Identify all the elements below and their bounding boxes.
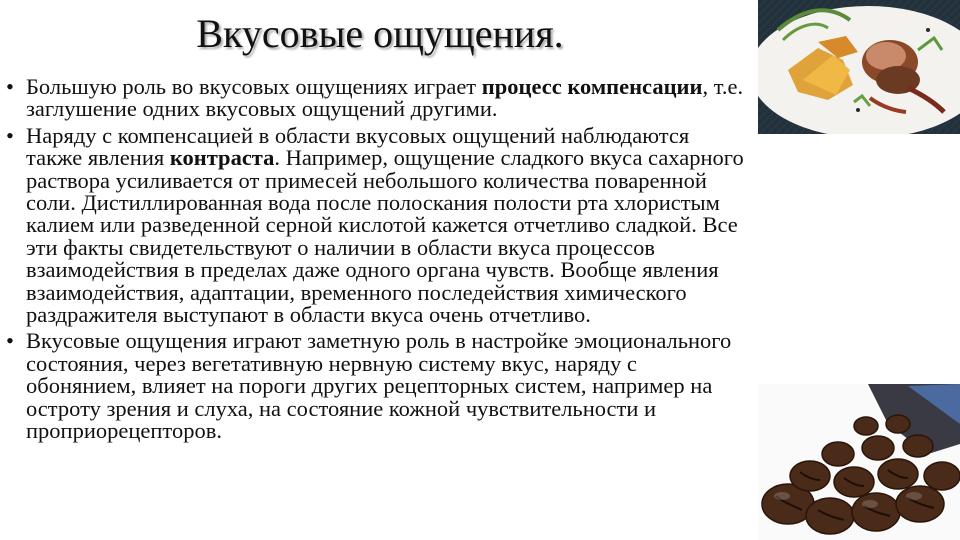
paragraph-text: Наряду с компенсацией в области вкусовых ощущений наблюдаются также явления: [26, 122, 690, 171]
food-dish-illustration: [758, 0, 960, 134]
paragraph-text: Большую роль во вкусовых ощущениях играет: [26, 74, 482, 99]
paragraph-text: , т.е. заглушение одних вкусовых ощущений другими.: [26, 74, 744, 122]
slide-title: Вкусовые ощущения.: [196, 11, 564, 56]
bullet-icon: •: [6, 328, 14, 354]
bullet-icon: •: [6, 122, 14, 148]
paragraph-bold-term: контраста: [169, 145, 275, 171]
coffee-beans-illustration: [758, 384, 960, 540]
food-dish-photo: [758, 0, 960, 134]
coffee-beans-photo: [758, 384, 960, 540]
bullet-item-compensation: [6, 76, 746, 121]
bullet-icon: •: [6, 74, 14, 99]
bullet-list: [6, 76, 746, 447]
paragraph-bold-term: процесс компенсации: [481, 74, 703, 99]
bullet-item-emotions: [6, 330, 746, 442]
paragraph-text: . Например, ощущение сладкого вкуса сахарного раствора усиливается от примесей небольшого количества поваренной соли. Дистиллированная вода после полоскания полости рта хлористым калием или разведенной серной кислотой кажется отчетливо сладкой. Все эти факты свидетельствуют о наличии в области вкуса процессов взаимодействия в пределах даже одного органа чувств. Вообще явления взаимодействия, адаптации, временного последействия химического раздражителя выступают в области вкуса очень отчетливо.: [26, 145, 744, 328]
bullet-item-contrast: [6, 122, 746, 328]
paragraph-text: Вкусовые ощущения играют заметную роль в настройке эмоционального состояния, через вегетативную нервную систему вкус, наряду с обонянием, влияет на пороги других рецепторных систем, например на остроту зрения и слуха, на состояние кожной чувствительности и проприорецепторов.: [26, 328, 732, 444]
